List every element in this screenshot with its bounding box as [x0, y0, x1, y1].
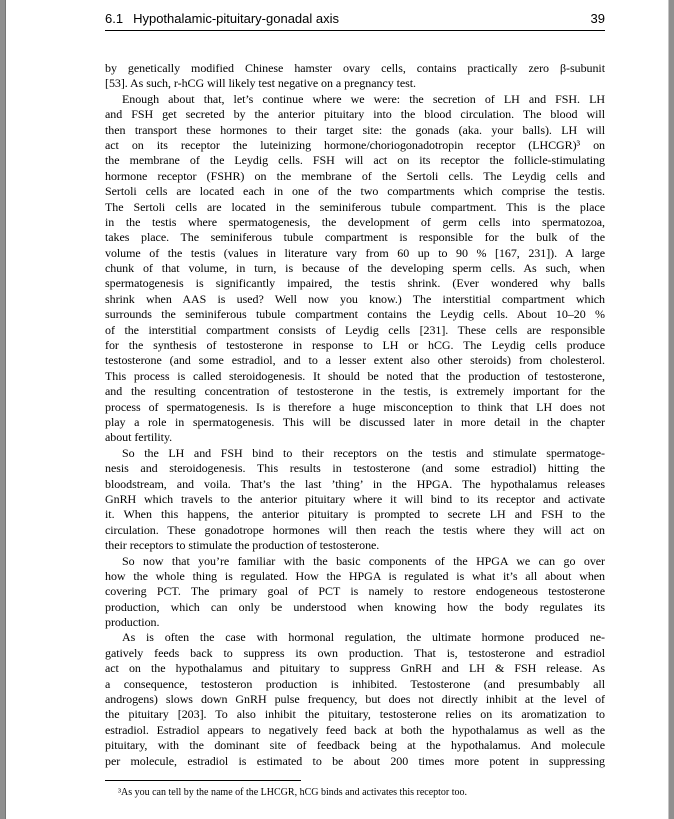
- text-line: surrounds the seminiferous tubule compartment contains the Leydig cells. About 10–20 %: [105, 307, 605, 322]
- text-line: pituitary, with the dominant site of feedback being at the hypothalamus. And molecule: [105, 738, 605, 753]
- text-line: androgens) slows down GnRH pulse frequency, but does not directly inhibit at the level of: [105, 692, 605, 707]
- text-line: Enough about that, let’s continue where we were: the secretion of LH and FSH. LH: [122, 91, 605, 106]
- text-line: takes place. The seminiferous tubule compartment is responsible for the bulk of the: [105, 230, 605, 245]
- text-line: nesis and steroidogenesis. This results in testosterone (and some estradiol) hitting the: [105, 461, 605, 476]
- text-line: per molecule, estradiol is estimated to be about 200 times more potent in suppressing: [105, 753, 605, 768]
- text-line: covering PCT. The primary goal of PCT is namely to restore endogeneous testosterone: [105, 584, 605, 599]
- text-line: hormone receptor (FSHR) on the membrane of the Sertoli cells. The Leydig cells and: [105, 168, 605, 183]
- text-line: play a role in spermatogenesis. This will be discussed later in more detail in the chapter: [105, 414, 605, 429]
- text-line: a consequence, testosteron production is inhibited. Testosterone (and presumbably all: [105, 676, 605, 691]
- paragraph: [105, 554, 605, 631]
- text-line: gatively feeds back to suppress its own production. That is, testosterone and estradiol: [105, 645, 605, 660]
- text-line: circulation. These gonadotrope hormones will then reach the testis where they will act on: [105, 522, 605, 537]
- text-line: production.: [105, 615, 160, 630]
- footnote-rule: [105, 780, 301, 781]
- text-line: by genetically modified Chinese hamster ovary cells, contains practically zero β-subunit: [105, 61, 605, 75]
- footnote-text: ³As you can tell by the name of the LHCGR, hCG binds and activates this receptor too.: [118, 787, 468, 798]
- text-line: and FSH get secreted by the anterior pituitary into the blood circulation. The blood will: [105, 107, 605, 122]
- text-line: how the whole thing is regulated. How the HPGA is regulated is what it’s all about when: [105, 568, 605, 583]
- text-line: This process is called steroidogenesis. It should be noted that the production of testosterone,: [105, 368, 605, 383]
- text-line: GnRH which travels to the anterior pituitary where it will bind to its receptor and activate: [105, 491, 605, 506]
- text-line: The Sertoli cells are located in the seminiferous tubule compartment. This is the place: [105, 199, 605, 214]
- text-line: spermatogenesis is significantly impaired, the testis shrink. (Ever wondered why balls: [105, 276, 605, 291]
- text-line: volume of the testis (values in literature vary from 60 up to 90 % [167, 231]). A large: [105, 245, 605, 260]
- text-line: then transport these hormones to their target site: the gonads (aka. your balls). LH will: [105, 122, 605, 137]
- text-line: bloodstream, and voila. That’s the last ’thing’ in the HPGA. The hypothalamus releases: [105, 476, 605, 491]
- text-line: act on its receptor the luteinizing hormone/choriogonadotropin receptor (LHCGR)³ on: [105, 137, 605, 152]
- page-number: 39: [590, 11, 605, 26]
- text-line: their receptors to stimulate the production of testosterone.: [105, 538, 380, 553]
- text-line: So the LH and FSH bind to their receptors on the testis and stimulate spermatoge-: [122, 445, 605, 460]
- text-line: about fertility.: [105, 430, 173, 445]
- text-line: As is often the case with hormonal regulation, the ultimate hormone produced ne-: [122, 630, 605, 645]
- section-title: Hypothalamic-pituitary-gonadal axis: [133, 11, 340, 26]
- text-line: it. When this happens, the anterior pituitary is prompted to secrete LH and FSH to the: [105, 507, 605, 522]
- text-line: testosterone (and some estradiol, and to a lesser extent also other steroids) from cholesterol.: [105, 353, 605, 368]
- paragraph: [105, 446, 605, 554]
- text-line: of the interstitial compartment consists of Leydig cells [231]. These cells are responsible: [105, 322, 605, 337]
- paragraph: [105, 61, 605, 92]
- text-line: chunk of that volume, in turn, is because of the developing sperm cells. As such, when: [105, 261, 605, 276]
- text-line: So now that you’re familiar with the basic components of the HPGA we can go over: [122, 553, 605, 568]
- viewer-right-edge: [668, 0, 674, 819]
- text-line: the pituitary [203]. To also inhibit the pituitary, testosterone relies on its aromatization to: [105, 707, 605, 722]
- paragraph: [105, 630, 605, 769]
- section-number: 6.1: [105, 11, 124, 26]
- text-line: act on the hypothalamus and pituitary to suppress GnRH and LH & FSH release. As: [105, 661, 605, 676]
- text-line: for the synthesis of testosterone in response to LH or hCG. The Leydig cells produce: [105, 338, 605, 353]
- body-text: [105, 61, 605, 769]
- text-line: process of spermatogenesis. Is is therefore a huge misconception to think that LH does not: [105, 399, 605, 414]
- text-line: in the testis where spermatogenesis, the development of germ cells into spermatozoa,: [105, 214, 605, 229]
- paragraph: [105, 92, 605, 446]
- running-header: [105, 11, 605, 31]
- text-line: the membrane of the Leydig cells. FSH will act on its receptor the follicle-stimulating: [105, 153, 605, 168]
- text-line: shrink when AAS is used? Well now you know.) The interstitial compartment which: [105, 291, 605, 306]
- text-line: Sertoli cells are located each in one of the two compartments which comprise the testis.: [105, 184, 605, 199]
- text-line: production, which can only be understood when knowing how the body regulates its: [105, 599, 605, 614]
- text-line: and the resulting concentration of testosterone in the testis, is extremely important for the: [105, 384, 605, 399]
- viewer-left-edge: [0, 0, 6, 819]
- text-line: [53]. As such, r-hCG will likely test negative on a pregnancy test.: [105, 76, 417, 91]
- text-line: estradiol. Estradiol appears to negatively feed back at both the hypothalamus as well as the: [105, 722, 605, 737]
